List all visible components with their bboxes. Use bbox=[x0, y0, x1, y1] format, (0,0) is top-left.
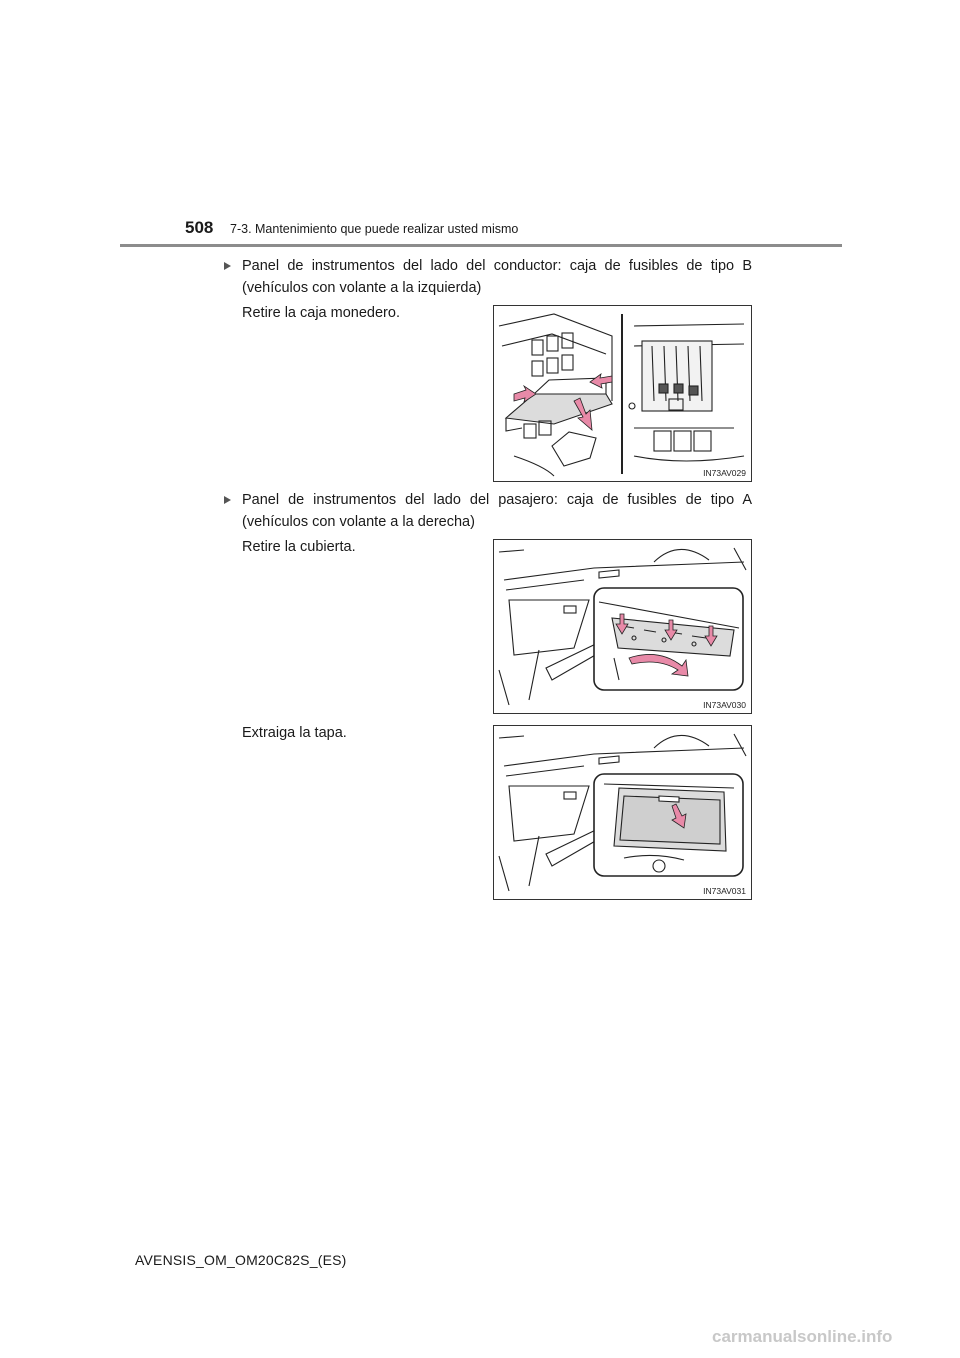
figure-code: IN73AV031 bbox=[703, 886, 746, 896]
figure-code: IN73AV030 bbox=[703, 700, 746, 710]
figure-extract-lid bbox=[493, 725, 752, 900]
bullet-driver-side bbox=[224, 255, 752, 299]
watermark: carmanualsonline.info bbox=[712, 1327, 893, 1346]
bullet-triangle-icon bbox=[224, 496, 231, 504]
coin-box-illustration bbox=[494, 306, 751, 481]
instruction-remove-cover: Retire la cubierta. bbox=[242, 539, 356, 555]
section-title: 7-3. Mantenimiento que puede realizar usted mismo bbox=[230, 222, 519, 236]
figure-coin-box bbox=[493, 305, 752, 482]
bullet-passenger-side bbox=[224, 489, 752, 533]
header-rule bbox=[120, 244, 842, 247]
cover-illustration bbox=[494, 540, 751, 713]
instruction-extract-lid: Extraiga la tapa. bbox=[242, 725, 347, 741]
bullet-triangle-icon bbox=[224, 262, 231, 270]
bullet-text: Panel de instrumentos del lado del conductor: caja de fusibles de tipo B (vehículos con volante a la izquierda) bbox=[242, 258, 752, 296]
page-number: 508 bbox=[185, 218, 214, 237]
bullet-text: Panel de instrumentos del lado del pasajero: caja de fusibles de tipo A (vehículos con volante a la derecha) bbox=[242, 492, 752, 530]
figure-code: IN73AV029 bbox=[703, 468, 746, 478]
instruction-remove-coin-box: Retire la caja monedero. bbox=[242, 305, 400, 321]
lid-illustration bbox=[494, 726, 751, 899]
figure-remove-cover bbox=[493, 539, 752, 714]
footer-document-code: AVENSIS_OM_OM20C82S_(ES) bbox=[135, 1252, 347, 1268]
